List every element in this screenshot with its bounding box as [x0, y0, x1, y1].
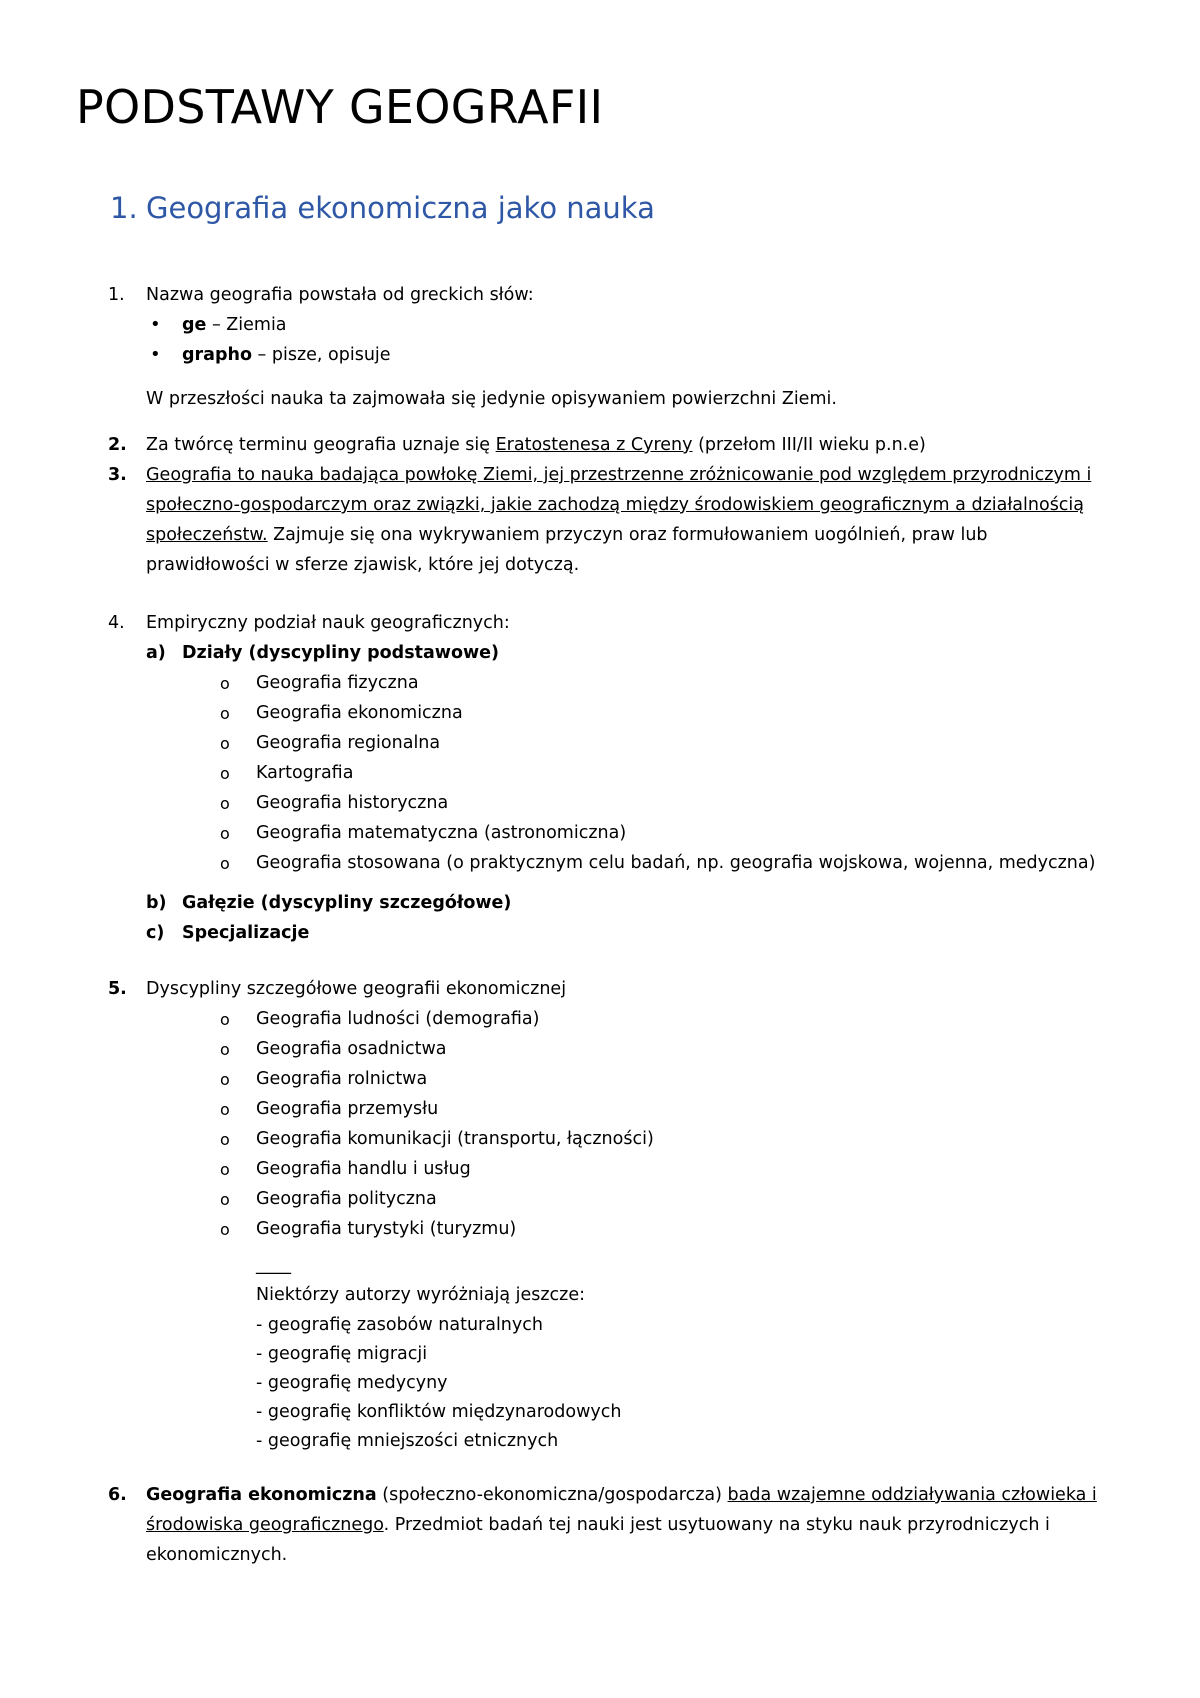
circle-bullet-icon: o: [220, 734, 230, 753]
bullet-icon: •: [150, 344, 161, 365]
list-item: - geografię zasobów naturalnych: [256, 1315, 543, 1335]
circle-bullet-icon: o: [220, 1190, 230, 1209]
circle-bullet-icon: o: [220, 674, 230, 693]
separator: ____: [256, 1255, 291, 1275]
sub-marker-b: b): [146, 893, 167, 913]
item-3-line: Geografia to nauka badająca powłokę Ziemi, jej przestrzenne zróżnicowanie pod względem przyrodniczym i: [146, 465, 1092, 485]
list-item: - geografię konfliktów międzynarodowych: [256, 1402, 622, 1422]
list-item: - geografię mniejszości etnicznych: [256, 1431, 559, 1451]
item-3-line: prawidłowości w sferze zjawisk, które jej dotyczą.: [146, 555, 580, 575]
circle-bullet-icon: o: [220, 1040, 230, 1059]
list-item: Kartografia: [256, 763, 354, 783]
item-6-number: 6.: [108, 1485, 127, 1505]
circle-bullet-icon: o: [220, 1010, 230, 1029]
item-1-number: 1.: [108, 285, 125, 305]
item-3-number: 3.: [108, 465, 127, 485]
eratostenes-link: Eratostenesa z Cyreny: [495, 435, 693, 455]
list-item: Geografia rolnictwa: [256, 1069, 428, 1089]
item-5-number: 5.: [108, 979, 127, 999]
extra-intro: Niektórzy autorzy wyróżniają jeszcze:: [256, 1285, 586, 1305]
list-item: Geografia komunikacji (transportu, łączności): [256, 1129, 654, 1149]
list-item: Geografia przemysłu: [256, 1099, 439, 1119]
circle-bullet-icon: o: [220, 794, 230, 813]
heading-text: Geografia ekonomiczna jako nauka: [146, 191, 655, 225]
circle-bullet-icon: o: [220, 1160, 230, 1179]
circle-bullet-icon: o: [220, 854, 230, 873]
item-3-line: społeczeństw. Zajmuje się ona wykrywaniem przyczyn oraz formułowaniem uogólnień, praw lub: [146, 525, 988, 545]
circle-bullet-icon: o: [220, 704, 230, 723]
list-item: Geografia matematyczna (astronomiczna): [256, 823, 627, 843]
item-1-text: Nazwa geografia powstała od greckich słów:: [146, 285, 534, 305]
item-1-note: W przeszłości nauka ta zajmowała się jedynie opisywaniem powierzchni Ziemi.: [146, 389, 837, 409]
item-3-line: społeczno-gospodarczym oraz związki, jakie zachodzą między środowiskiem geograficznym a działalnością: [146, 495, 1085, 515]
document-title: PODSTAWY GEOGRAFII: [76, 80, 604, 134]
item-2-number: 2.: [108, 435, 127, 455]
circle-bullet-icon: o: [220, 824, 230, 843]
bullet-item: ge – Ziemia: [182, 315, 287, 335]
sub-label-a: Działy (dyscypliny podstawowe): [182, 643, 500, 663]
sub-marker-c: c): [146, 923, 165, 943]
item-4-number: 4.: [108, 613, 125, 633]
list-item: Geografia historyczna: [256, 793, 449, 813]
list-item: Geografia osadnictwa: [256, 1039, 447, 1059]
item-5-text: Dyscypliny szczegółowe geografii ekonomicznej: [146, 979, 567, 999]
list-item: Geografia polityczna: [256, 1189, 437, 1209]
item-4-text: Empiryczny podział nauk geograficznych:: [146, 613, 510, 633]
list-item: - geografię migracji: [256, 1344, 428, 1364]
bullet-item: grapho – pisze, opisuje: [182, 345, 391, 365]
sub-label-b: Gałęzie (dyscypliny szczegółowe): [182, 893, 512, 913]
item-6-line: środowiska geograficznego. Przedmiot badań tej nauki jest usytuowany na styku nauk przyrodniczych i: [146, 1515, 1050, 1535]
list-item: Geografia handlu i usług: [256, 1159, 471, 1179]
list-item: Geografia fizyczna: [256, 673, 419, 693]
list-item: Geografia turystyki (turyzmu): [256, 1219, 517, 1239]
circle-bullet-icon: o: [220, 1130, 230, 1149]
item-6-line: Geografia ekonomiczna (społeczno-ekonomiczna/gospodarcza) bada wzajemne oddziaływania człowieka i: [146, 1485, 1097, 1505]
circle-bullet-icon: o: [220, 1070, 230, 1089]
list-item: Geografia regionalna: [256, 733, 441, 753]
circle-bullet-icon: o: [220, 1220, 230, 1239]
section-heading: [110, 184, 655, 232]
item-6-line: ekonomicznych.: [146, 1545, 288, 1565]
heading-number: 1.: [110, 191, 138, 225]
list-item: Geografia ludności (demografia): [256, 1009, 540, 1029]
list-item: Geografia stosowana (o praktycznym celu badań, np. geografia wojskowa, wojenna, medyczna): [256, 853, 1096, 873]
bullet-icon: •: [150, 314, 161, 335]
item-2-text: Za twórcę terminu geografia uznaje się Eratostenesa z Cyreny (przełom III/II wieku p.n.e): [146, 435, 926, 455]
sub-label-c: Specjalizacje: [182, 923, 310, 943]
circle-bullet-icon: o: [220, 764, 230, 783]
sub-marker-a: a): [146, 643, 166, 663]
list-item: Geografia ekonomiczna: [256, 703, 463, 723]
circle-bullet-icon: o: [220, 1100, 230, 1119]
list-item: - geografię medycyny: [256, 1373, 448, 1393]
